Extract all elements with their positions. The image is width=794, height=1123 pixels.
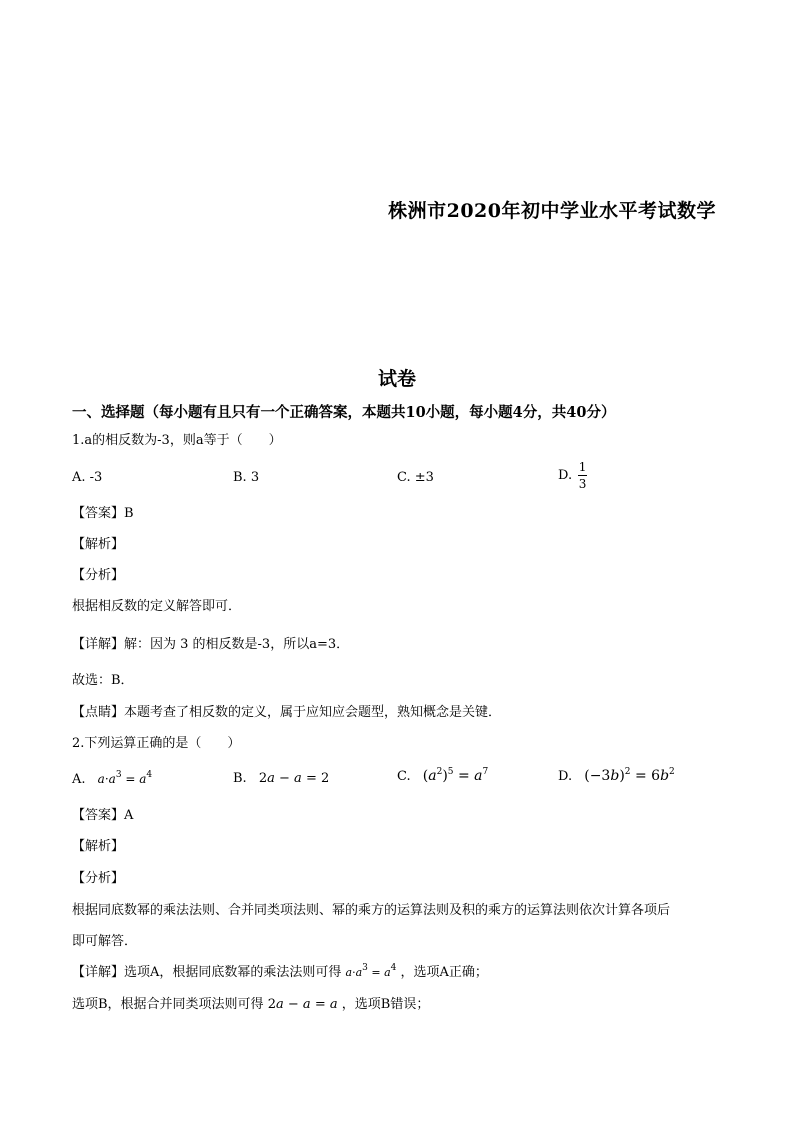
q2-option-b-formula: 2a − a = 2	[258, 771, 330, 786]
q1-detail: 【详解】解：因为 3 的相反数是-3，所以a=3．	[72, 637, 350, 652]
q1-option-a: A. -3	[72, 470, 103, 485]
q1-option-d	[558, 460, 587, 491]
q2-analysis-tag: 【解析】	[72, 839, 125, 854]
section-heading: 一、选择题（每小题有且只有一个正确答案，本题共10小题，每小题4分，共40分）	[72, 404, 616, 421]
q2-detail-1-post: ，选项A正确；	[400, 965, 488, 980]
q2-option-c-formula: $(a^2)^5 = a^7$	[422, 767, 489, 784]
fraction-numerator: 1	[578, 460, 587, 474]
q1-fenxi-tag: 【分析】	[72, 568, 125, 583]
q2-option-d-formula: $(-3b)^2 = 6b^2$	[584, 767, 675, 784]
q2-detail-2-formula: 2a − a = a	[267, 997, 338, 1012]
q1-option-d-label: D.	[558, 467, 573, 483]
q2-option-c-label: C.	[397, 769, 411, 784]
q2-fenxi-text-2: 即可解答．	[72, 934, 138, 949]
q2-option-c	[397, 767, 488, 786]
fraction-bar	[578, 475, 587, 476]
q1-analysis-tag: 【解析】	[72, 537, 125, 552]
q1-answer: 【答案】B	[72, 506, 134, 521]
q2-fenxi-tag: 【分析】	[72, 871, 125, 886]
document-subtitle: 试卷	[377, 368, 416, 390]
q1-comment: 【点睛】本题考查了相反数的定义，属于应知应会题型，熟知概念是关键．	[72, 705, 502, 720]
q1-option-c: C. ±3	[397, 470, 434, 485]
q1-option-b: B. 3	[233, 470, 260, 485]
q2-option-d	[558, 767, 675, 786]
q2-detail-1	[72, 964, 488, 982]
document-title: 株洲市2020年初中学业水平考试数学	[388, 200, 716, 222]
q2-detail-2	[72, 996, 429, 1014]
q1-option-d-fraction	[578, 460, 587, 491]
q2-detail-1-formula: $a\cdot a^3 = a^4$	[345, 963, 397, 979]
q2-fenxi-text-1: 根据同底数幂的乘法法则、合并同类项法则、幂的乘方的运算法则及积的乘方的运算法则依次计算各项后	[72, 903, 671, 918]
fraction-denominator: 3	[578, 477, 587, 491]
q2-stem: 2.下列运算正确的是（ ）	[72, 736, 241, 751]
q2-option-a	[72, 770, 152, 789]
q2-option-b-label: B.	[233, 771, 247, 786]
q1-stem: 1.a的相反数为-3，则a等于（ ）	[72, 433, 282, 448]
q2-detail-1-pre: 【详解】选项A，根据同底数幂的乘法法则可得	[72, 965, 342, 980]
q2-option-b	[233, 770, 329, 788]
q1-fenxi-text: 根据相反数的定义解答即可．	[72, 599, 242, 614]
q2-detail-2-post: ，选项B错误；	[341, 997, 430, 1012]
q2-option-d-label: D.	[558, 769, 573, 784]
q2-option-a-label: A.	[72, 772, 86, 787]
q2-answer: 【答案】A	[72, 808, 134, 823]
q1-choose: 故选：B．	[72, 673, 134, 688]
q2-option-a-formula: $a\cdot a^3 = a^4$	[97, 770, 153, 786]
q2-detail-2-pre: 选项B，根据合并同类项法则可得	[72, 997, 264, 1012]
